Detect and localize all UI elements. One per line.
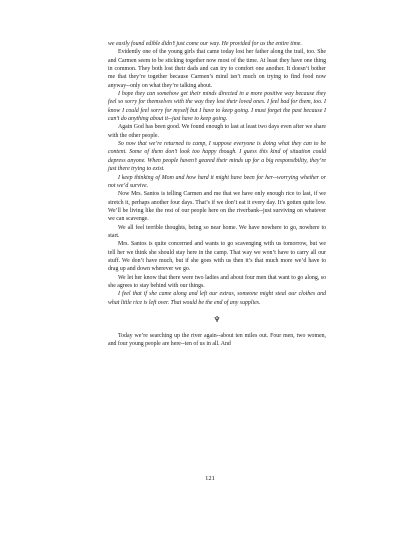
paragraph: Again God has been good. We found enough to last at least two days even after we share with the other people. bbox=[108, 124, 326, 139]
paragraph: I keep thinking of Mom and how hard it might have been for her--worrying whether or not we’d survive. bbox=[108, 174, 326, 189]
body-text-after-break bbox=[108, 332, 326, 349]
paragraph: I feel that if she came along and left our extras, someone might steal our clothes and what little rice is left over. That would be the end of any supplies. bbox=[108, 291, 326, 306]
page-number: 121 bbox=[205, 475, 215, 482]
paragraph: We all feel terrible thoughts, being so near home. We have nowhere to go, nowhere to start. bbox=[108, 224, 326, 239]
section-break-ornament-icon: ♆ bbox=[213, 315, 221, 324]
paragraph: I hope they can somehow get their minds directed in a more positive way because they feel so sorry for themselves with the way they lost their loved ones. I feel bad for them, too. I know I could feel sorry for myself but I have to keep going. I must forget the past because I can’t do anything about it--just have to keep going. bbox=[108, 91, 326, 123]
paragraph: Today we’re searching up the river again--about ten miles out. Four men, two women, and four young people are here--ten of us in all. And bbox=[108, 333, 326, 348]
paragraph: Mrs. Santos is quite concerned and wants to go scavenging with us tomorrow, but we tell her we think she should stay here in the camp. That way we won’t have to carry all our stuff. We don’t have much, but if she goes with us then it’s that much more we’d have to drag up and down wherever we go. bbox=[108, 241, 326, 273]
paragraph: So now that we’re returned to camp, I suppose everyone is doing what they can to be content. Some of them don’t look too happy though. I guess this kind of situation could depress anyone. When people haven’t geared their minds up for a big responsibility, they’re just there trying to exist. bbox=[108, 141, 326, 173]
paragraph: Now Mrs. Santos is telling Carmen and me that we have only enough rice to last, if we stretch it, perhaps another four days. That’s if we don’t eat it every day. It’s gotten quite low. We’ll be living like the rest of our people here on the riverbank--just surviving on whatever we can scavenge. bbox=[108, 191, 326, 223]
paragraph: we easily found edible didn’t just come our way. He provided for us the entire time. bbox=[108, 41, 302, 47]
book-page bbox=[108, 40, 326, 349]
body-text-before-break bbox=[108, 40, 326, 307]
paragraph: We let her know that there were two ladies and about four men that want to go along, so she agrees to stay behind with our things. bbox=[108, 274, 326, 289]
paragraph: Evidently one of the young girls that came today lost her father along the trail, too. She and Carmen seem to be sticking together now most of the time. At least they have one thing in common. They both lost their dads and can try to comfort one another. It doesn’t bother me that they’re together because Carmen’s mind isn’t much on trying to find food now anyway--only on what they’re talking about. bbox=[108, 49, 326, 89]
